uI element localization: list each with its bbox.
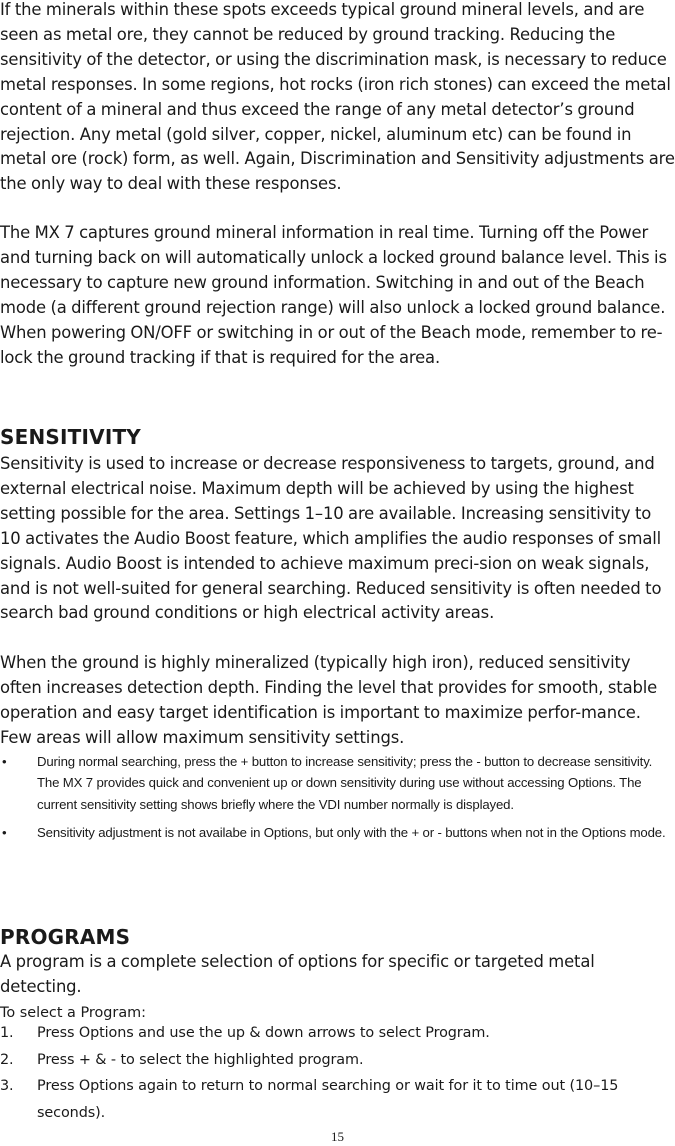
programs-paragraph-1: A program is a complete selection of options for specific or targeted metal detecting. (0, 952, 595, 996)
list-item (0, 1047, 675, 1074)
step-text: Press Options and use the up & down arrows to select Program. (37, 1025, 490, 1041)
step-text: Press + & - to select the highlighted program. (37, 1051, 364, 1068)
step-number: 2. (0, 1051, 14, 1068)
sensitivity-paragraph-2: When the ground is highly mineralized (typically high iron), reduced sensitivity often increases detection depth. Finding the level that provides for smooth, stable operation and easy target identification is important to maximize perfor-mance. Few areas will allow maximum sensitivity settings. (0, 653, 658, 747)
bullet-icon: • (2, 754, 7, 769)
list-item (0, 822, 675, 843)
programs-heading: PROGRAMS (0, 925, 131, 949)
program-steps-list (0, 1020, 675, 1126)
list-item (0, 1073, 675, 1126)
sensitivity-heading: SENSITIVITY (0, 425, 141, 449)
sensitivity-bullet-list (0, 751, 675, 844)
intro-paragraph-2: The MX 7 captures ground mineral information in real time. Turning off the Power and turning back on will automatically unlock a locked ground balance level. This is necessary to capture new ground information. Switching in and out of the Beach mode (a different ground rejection range) will also unlock a locked ground balance. When powering ON/OFF or switching in or out of the Beach mode, remember to re-lock the ground tracking if that is required for the area. (0, 223, 667, 367)
bullet-text: Sensitivity adjustment is not availabe in Options, but only with the + or - buttons when not in the Options mode. (37, 825, 666, 841)
step-number: 3. (0, 1078, 14, 1095)
step-number: 1. (0, 1025, 14, 1041)
sensitivity-paragraph-1: Sensitivity is used to increase or decrease responsiveness to targets, ground, and external electrical noise. Maximum depth will be achieved by using the highest setting possible for the area. Settings 1–10 are available. Increasing sensitivity to 10 activates the Audio Boost feature, which amplifies the audio responses of small signals. Audio Boost is intended to achieve maximum preci-sion on weak signals, and is not well-suited for general searching. Reduced sensitivity is often needed to search bad ground conditions or high electrical activity areas. (0, 454, 662, 623)
intro-paragraph-1: If the minerals within these spots exceeds typical ground mineral levels, and are seen as metal ore, they cannot be reduced by ground tracking. Reducing the sensitivity of the detector, or using the discrimination mask, is necessary to reduce metal responses. In some regions, hot rocks (iron rich stones) can exceed the metal content of a mineral and thus exceed the range of any metal detector’s ground rejection. Any metal (gold silver, copper, nickel, aluminum etc) can be found in metal ore (rock) form, as well. Again, Discrimination and Sensitivity adjustments are the only way to deal with these responses. (0, 0, 675, 194)
list-item (0, 751, 675, 815)
select-program-label: To select a Program: (0, 1005, 147, 1021)
bullet-text: During normal searching, press the + button to increase sensitivity; press the - button to decrease sensitivity. The MX 7 provides quick and convenient up or down sensitivity during use without accessing Options. The current sensitivity setting shows briefly where the VDI number normally is displayed. (37, 754, 653, 812)
list-item (0, 1020, 675, 1047)
page-number: 15 (331, 1129, 344, 1144)
step-text: Press Options again to return to normal searching or wait for it to time out (10–15 seconds). (37, 1078, 619, 1121)
bullet-icon: • (2, 825, 7, 841)
